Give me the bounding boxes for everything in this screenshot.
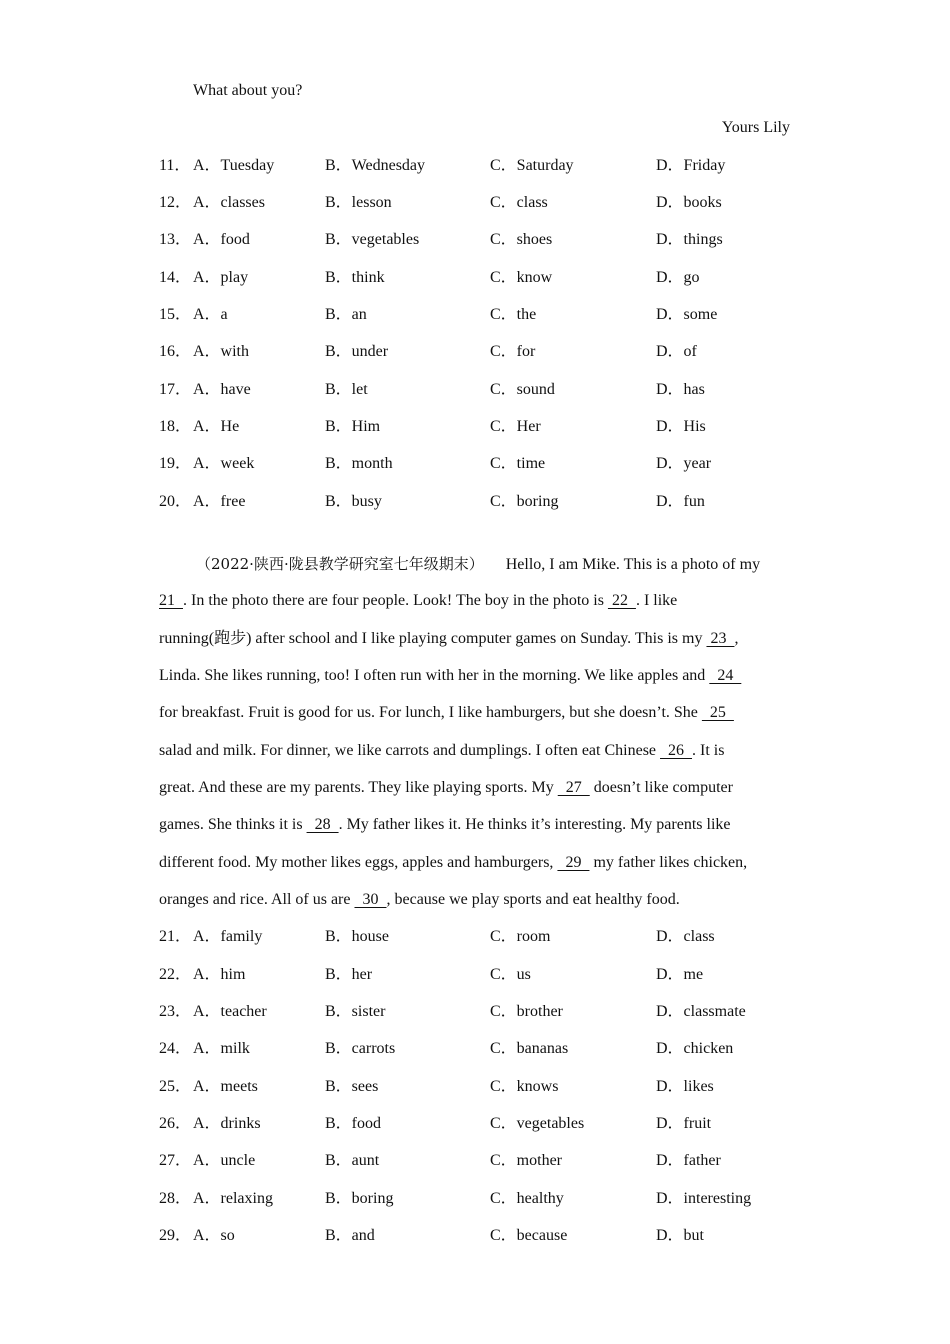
option-a: A．him [193, 966, 246, 983]
option-c: C．time [490, 455, 546, 472]
option-d: D．go [656, 269, 700, 286]
option-c: C．Her [490, 418, 541, 435]
question-row [159, 1002, 799, 1022]
option-d: D．interesting [656, 1190, 752, 1207]
option-b: B．her [325, 966, 373, 983]
question-row [159, 1114, 799, 1134]
option-b: B．house [325, 928, 390, 945]
option-d: D．class [656, 928, 715, 945]
question-number: 11． [159, 157, 191, 174]
option-c: C．brother [490, 1003, 563, 1020]
question-number: 15． [159, 306, 192, 323]
option-c: C．healthy [490, 1190, 564, 1207]
option-d: D．year [656, 455, 712, 472]
option-c: C．knows [490, 1078, 559, 1095]
question-number: 28． [159, 1190, 192, 1207]
question-number: 23． [159, 1003, 192, 1020]
question-number: 21． [159, 928, 192, 945]
option-a: A．drinks [193, 1115, 261, 1132]
blank-25: 25 [701, 704, 734, 721]
question-row [159, 342, 799, 362]
option-b: B．food [325, 1115, 382, 1132]
option-a: A．with [193, 343, 250, 360]
question-number: 17． [159, 381, 192, 398]
option-d: D．father [656, 1152, 721, 1169]
blank-30: 30 [354, 891, 387, 908]
option-b: B．aunt [325, 1152, 380, 1169]
question-number: 14． [159, 269, 192, 286]
option-b: B．sister [325, 1003, 386, 1020]
passage-text: Hello, I am Mike. This is a photo of my [505, 556, 761, 573]
option-c: C．know [490, 269, 553, 286]
passage-source: （2022·陕西·陇县教学研究室七年级期末） [196, 555, 484, 573]
passage-line: oranges and rice. All of us are 30 , because we play sports and eat healthy food. [159, 891, 680, 908]
option-c: C．boring [490, 493, 559, 510]
option-d: D．chicken [656, 1040, 734, 1057]
option-b: B．lesson [325, 194, 392, 211]
question-row [159, 1039, 799, 1059]
question-row [159, 156, 799, 176]
question-row [159, 1189, 799, 1209]
option-a: A．relaxing [193, 1190, 273, 1207]
option-d: D．of [656, 343, 697, 360]
question-row [159, 230, 799, 250]
option-b: B．Wednesday [325, 157, 426, 174]
option-d: D．classmate [656, 1003, 746, 1020]
option-c: C．room [490, 928, 551, 945]
option-b: B．an [325, 306, 367, 323]
question-row [159, 965, 799, 985]
question-row [159, 193, 799, 213]
blank-26: 26 [660, 742, 693, 759]
option-d: D．likes [656, 1078, 714, 1095]
option-a: A．free [193, 493, 246, 510]
option-a: A．Tuesday [193, 157, 275, 174]
option-b: B．and [325, 1227, 375, 1244]
blank-22: 22 [607, 592, 636, 609]
option-a: A．meets [193, 1078, 258, 1095]
question-row [159, 454, 799, 474]
passage-line: 21 . In the photo there are four people. Look! The boy in the photo is 22 . I like [159, 592, 678, 609]
option-d: D．fruit [656, 1115, 712, 1132]
blank-28: 28 [306, 816, 339, 833]
option-a: A．family [193, 928, 263, 945]
option-c: C．because [490, 1227, 568, 1244]
option-c: C．bananas [490, 1040, 569, 1057]
option-a: A．week [193, 455, 255, 472]
passage-line: games. She thinks it is 28 . My father likes it. He thinks it’s interesting. My parents like [159, 816, 731, 833]
option-b: B．busy [325, 493, 382, 510]
question-row [159, 1077, 799, 1097]
blank-24: 24 [709, 667, 742, 684]
option-b: B．think [325, 269, 385, 286]
passage-line: running(跑步) after school and I like playing computer games on Sunday. This is my 23 , [159, 630, 739, 647]
option-b: B．carrots [325, 1040, 396, 1057]
passage-line: salad and milk. For dinner, we like carrots and dumplings. I often eat Chinese 26 . It is [159, 742, 725, 759]
option-d: D．but [656, 1227, 705, 1244]
blank-21: 21 [159, 592, 183, 609]
question-number: 25． [159, 1078, 192, 1095]
question-number: 12． [159, 194, 192, 211]
question-row [159, 305, 799, 325]
question-number: 13． [159, 231, 192, 248]
option-d: D．things [656, 231, 723, 248]
option-c: C．for [490, 343, 536, 360]
option-b: B．Him [325, 418, 381, 435]
option-d: D．has [656, 381, 705, 398]
option-c: C．sound [490, 381, 555, 398]
passage-line: for breakfast. Fruit is good for us. For lunch, I like hamburgers, but she doesn’t. She 25 [159, 704, 734, 721]
option-c: C．us [490, 966, 531, 983]
option-a: A．milk [193, 1040, 250, 1057]
option-a: A．have [193, 381, 251, 398]
question-number: 16． [159, 343, 192, 360]
question-number: 22． [159, 966, 192, 983]
option-a: A．food [193, 231, 250, 248]
option-a: A．so [193, 1227, 235, 1244]
question-row [159, 927, 799, 947]
option-c: C．class [490, 194, 548, 211]
option-a: A．a [193, 306, 228, 323]
passage-line: great. And these are my parents. They like playing sports. My 27 doesn’t like computer [159, 779, 733, 796]
question-number: 19． [159, 455, 192, 472]
option-c: C．mother [490, 1152, 562, 1169]
letter-closing-question: What about you? [193, 82, 303, 99]
option-d: D．Friday [656, 157, 726, 174]
option-c: C．shoes [490, 231, 553, 248]
option-b: B．month [325, 455, 393, 472]
question-row [159, 1151, 799, 1171]
option-a: A．He [193, 418, 240, 435]
option-b: B．sees [325, 1078, 379, 1095]
option-c: C．vegetables [490, 1115, 585, 1132]
blank-23: 23 [706, 630, 735, 647]
question-row [159, 380, 799, 400]
blank-27: 27 [557, 779, 590, 796]
option-b: B．boring [325, 1190, 394, 1207]
option-a: A．classes [193, 194, 265, 211]
passage-line [196, 554, 760, 575]
question-row [159, 492, 799, 512]
option-d: D．some [656, 306, 718, 323]
question-number: 26． [159, 1115, 192, 1132]
option-c: C．the [490, 306, 537, 323]
option-b: B．under [325, 343, 389, 360]
question-number: 29． [159, 1227, 192, 1244]
question-number: 24． [159, 1040, 192, 1057]
option-d: D．me [656, 966, 704, 983]
question-row [159, 1226, 799, 1246]
option-b: B．vegetables [325, 231, 420, 248]
option-d: D．His [656, 418, 706, 435]
option-a: A．teacher [193, 1003, 267, 1020]
question-row [159, 417, 799, 437]
question-number: 27． [159, 1152, 192, 1169]
option-c: C．Saturday [490, 157, 574, 174]
passage-line: Linda. She likes running, too! I often run with her in the morning. We like apples and 24 [159, 667, 742, 684]
blank-29: 29 [557, 854, 590, 871]
question-number: 18． [159, 418, 192, 435]
option-a: A．play [193, 269, 249, 286]
letter-signature: Yours Lily [721, 119, 790, 136]
question-row [159, 268, 799, 288]
question-number: 20． [159, 493, 192, 510]
option-d: D．books [656, 194, 722, 211]
option-d: D．fun [656, 493, 705, 510]
option-a: A．uncle [193, 1152, 256, 1169]
option-b: B．let [325, 381, 368, 398]
passage-line: different food. My mother likes eggs, apples and hamburgers, 29 my father likes chicken, [159, 854, 748, 871]
